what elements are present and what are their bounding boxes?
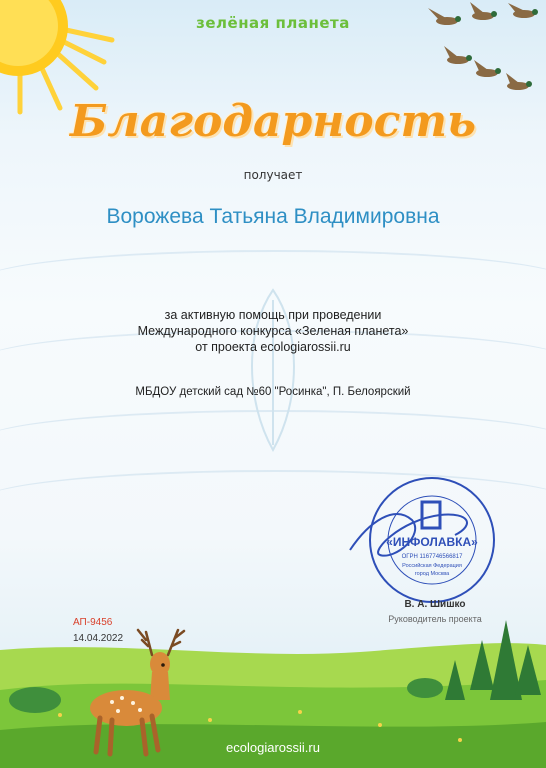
signatory-role: Руководитель проекта	[388, 614, 482, 624]
stamp-country: Российская Федерация	[402, 563, 462, 569]
signatory-name: В. А. Шишко	[404, 599, 466, 610]
certificate-date: 14.04.2022	[73, 633, 124, 644]
reason-line: за активную помощь при проведении	[164, 308, 382, 322]
recipient-name: Ворожева Татьяна Владимировна	[106, 205, 440, 228]
certificate-title: Благодарность	[69, 96, 477, 147]
footer-site-link[interactable]: ecologiarossii.ru	[226, 740, 320, 755]
reason-line: от проекта ecologiarossii.ru	[195, 340, 351, 354]
certificate-code: АП-9456	[73, 617, 113, 628]
stamp-org: «ИНФОЛАВКА»	[386, 535, 478, 549]
organization-text: МБДОУ детский сад №60 "Росинка", П. Белоярский	[135, 386, 411, 398]
reason-line: Международного конкурса «Зеленая планета»	[137, 324, 409, 338]
brand-logo-text: зелёная планета	[196, 14, 350, 32]
stamp-ogrn: ОГРН 1167746566817	[401, 554, 463, 560]
receives-label: получает	[243, 168, 303, 182]
stamp-city: город Москва	[414, 571, 450, 577]
